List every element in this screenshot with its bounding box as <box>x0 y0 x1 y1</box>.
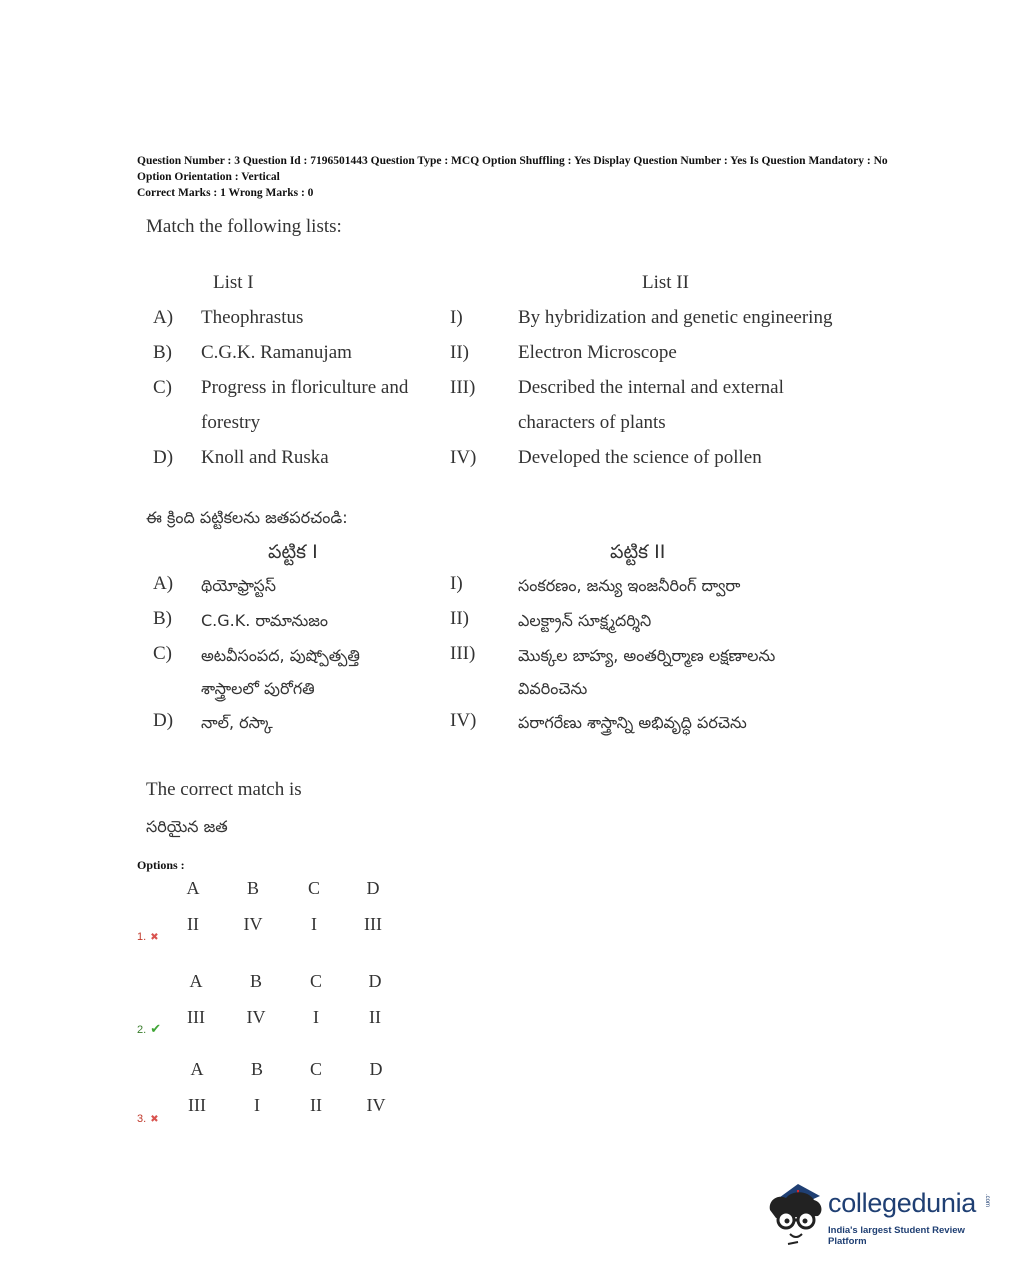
list2-title: List II <box>642 272 689 293</box>
match-row-continuation <box>0 412 1025 447</box>
option-header: D <box>369 1059 383 1079</box>
row-description: Electron Microscope <box>518 342 677 363</box>
row-letter: D) <box>153 447 174 468</box>
option-value: I <box>311 914 317 934</box>
match-row <box>0 377 1025 412</box>
option-value: IV <box>366 1095 386 1115</box>
row-description: Developed the science of pollen <box>518 447 762 468</box>
match-row <box>0 447 1025 482</box>
row-item: అటవీసంపద, పుష్పోత్పత్తి <box>201 646 360 665</box>
option-1[interactable] <box>0 878 600 968</box>
option-value: II <box>187 914 199 934</box>
instruction-telugu: ఈ క్రింది పట్టికలను జతపరచండి: <box>146 508 348 527</box>
question-meta-line: Question Number : 3 Question Id : 7196501443 Question Type : MCQ Option Shuffling : Yes Display Question Number : Yes Is Question Mandatory : No Option Orientation : Vertical <box>137 155 888 183</box>
option-number <box>137 1021 161 1037</box>
row-description: పరాగరేణు శాస్త్రాన్ని అభివృద్ధి పరచెను <box>518 713 747 732</box>
list1-title: List I <box>213 272 254 293</box>
wrong-mark-icon: ✖ <box>150 1114 159 1125</box>
match-row-telugu-continuation <box>0 676 1025 711</box>
row-description: వివరించెను <box>518 679 588 698</box>
row-description: By hybridization and genetic engineering <box>518 307 833 328</box>
match-row <box>0 307 1025 342</box>
logo-domain-suffix: .com <box>984 1194 990 1208</box>
logo-tagline: India's largest Student Review Platform <box>828 1225 965 1247</box>
option-header: C <box>309 1059 322 1079</box>
option-value: IV <box>246 1007 266 1027</box>
row-letter: D) <box>153 710 174 731</box>
option-header: D <box>366 878 380 898</box>
row-item: C.G.K. Ramanujam <box>201 342 352 363</box>
row-item: Knoll and Ruska <box>201 447 329 468</box>
option-header: D <box>368 971 382 991</box>
row-item: Theophrastus <box>201 307 304 328</box>
row-item: శాస్త్రాలలో పురోగతి <box>201 679 315 698</box>
option-value: I <box>313 1007 319 1027</box>
match-row-telugu <box>0 643 1025 678</box>
row-letter: C) <box>153 643 172 664</box>
wrong-mark-icon: ✖ <box>150 932 159 943</box>
option-3[interactable] <box>0 1059 600 1149</box>
match-row-telugu <box>0 608 1025 643</box>
option-number <box>137 931 159 943</box>
row-roman: I) <box>450 573 463 594</box>
row-item: నాల్, రస్కా <box>201 713 273 732</box>
option-value: III <box>187 1007 205 1027</box>
row-letter: B) <box>153 608 172 629</box>
row-letter: A) <box>153 573 174 594</box>
list2-title-telugu: పట్టిక II <box>610 541 666 563</box>
option-header: A <box>186 878 200 898</box>
correct-match-english: The correct match is <box>146 779 302 800</box>
option-header: B <box>249 971 262 991</box>
collegedunia-logo[interactable] <box>768 1180 998 1250</box>
correct-match-telugu: సరియైన జత <box>146 817 228 836</box>
row-roman: III) <box>450 643 476 664</box>
row-item: థియోఫ్రాస్టస్ <box>201 576 276 595</box>
row-description: characters of plants <box>518 412 666 433</box>
row-letter: C) <box>153 377 172 398</box>
row-roman: III) <box>450 377 476 398</box>
option-value: IV <box>243 914 263 934</box>
row-description: ఎలక్ట్రాన్ సూక్ష్మదర్శిని <box>518 611 652 630</box>
option-number-text: 3. <box>137 1113 147 1125</box>
mascot-icon <box>768 1180 826 1246</box>
logo-wordmark: collegedunia <box>828 1188 977 1218</box>
checkmark-icon: ✔ <box>150 1021 162 1036</box>
option-2[interactable] <box>0 971 600 1061</box>
match-row <box>0 342 1025 377</box>
row-item: Progress in floriculture and <box>201 377 409 398</box>
row-roman: II) <box>450 608 469 629</box>
option-number-text: 2. <box>137 1024 147 1036</box>
option-header: A <box>190 1059 204 1079</box>
option-value: II <box>369 1007 381 1027</box>
instruction-english: Match the following lists: <box>146 216 342 237</box>
option-value: III <box>364 914 382 934</box>
options-label: Options : <box>137 858 185 872</box>
option-number <box>137 1113 159 1125</box>
option-value: II <box>310 1095 322 1115</box>
option-number-text: 1. <box>137 931 147 943</box>
row-description: మొక్కల బాహ్య, అంతర్నిర్మాణ లక్షణాలను <box>518 646 776 665</box>
row-roman: IV) <box>450 710 477 731</box>
row-letter: A) <box>153 307 174 328</box>
option-value: III <box>188 1095 206 1115</box>
list1-title-telugu: పట్టిక I <box>268 541 318 563</box>
option-header: C <box>309 971 322 991</box>
option-value: I <box>254 1095 260 1115</box>
marks-line: Correct Marks : 1 Wrong Marks : 0 <box>137 187 314 199</box>
option-header: B <box>250 1059 263 1079</box>
row-item: C.G.K. రామానుజం <box>201 611 329 630</box>
match-row-telugu <box>0 573 1025 608</box>
option-header: C <box>307 878 320 898</box>
row-roman: IV) <box>450 447 477 468</box>
match-row-telugu <box>0 710 1025 745</box>
option-header: A <box>189 971 203 991</box>
question-metadata <box>137 153 897 201</box>
row-description: సంకరణం, జన్యు ఇంజనీరింగ్ ద్వారా <box>518 576 741 595</box>
row-item: forestry <box>201 412 261 433</box>
row-description: Described the internal and external <box>518 377 784 398</box>
row-letter: B) <box>153 342 172 363</box>
option-header: B <box>246 878 259 898</box>
row-roman: II) <box>450 342 469 363</box>
row-roman: I) <box>450 307 463 328</box>
